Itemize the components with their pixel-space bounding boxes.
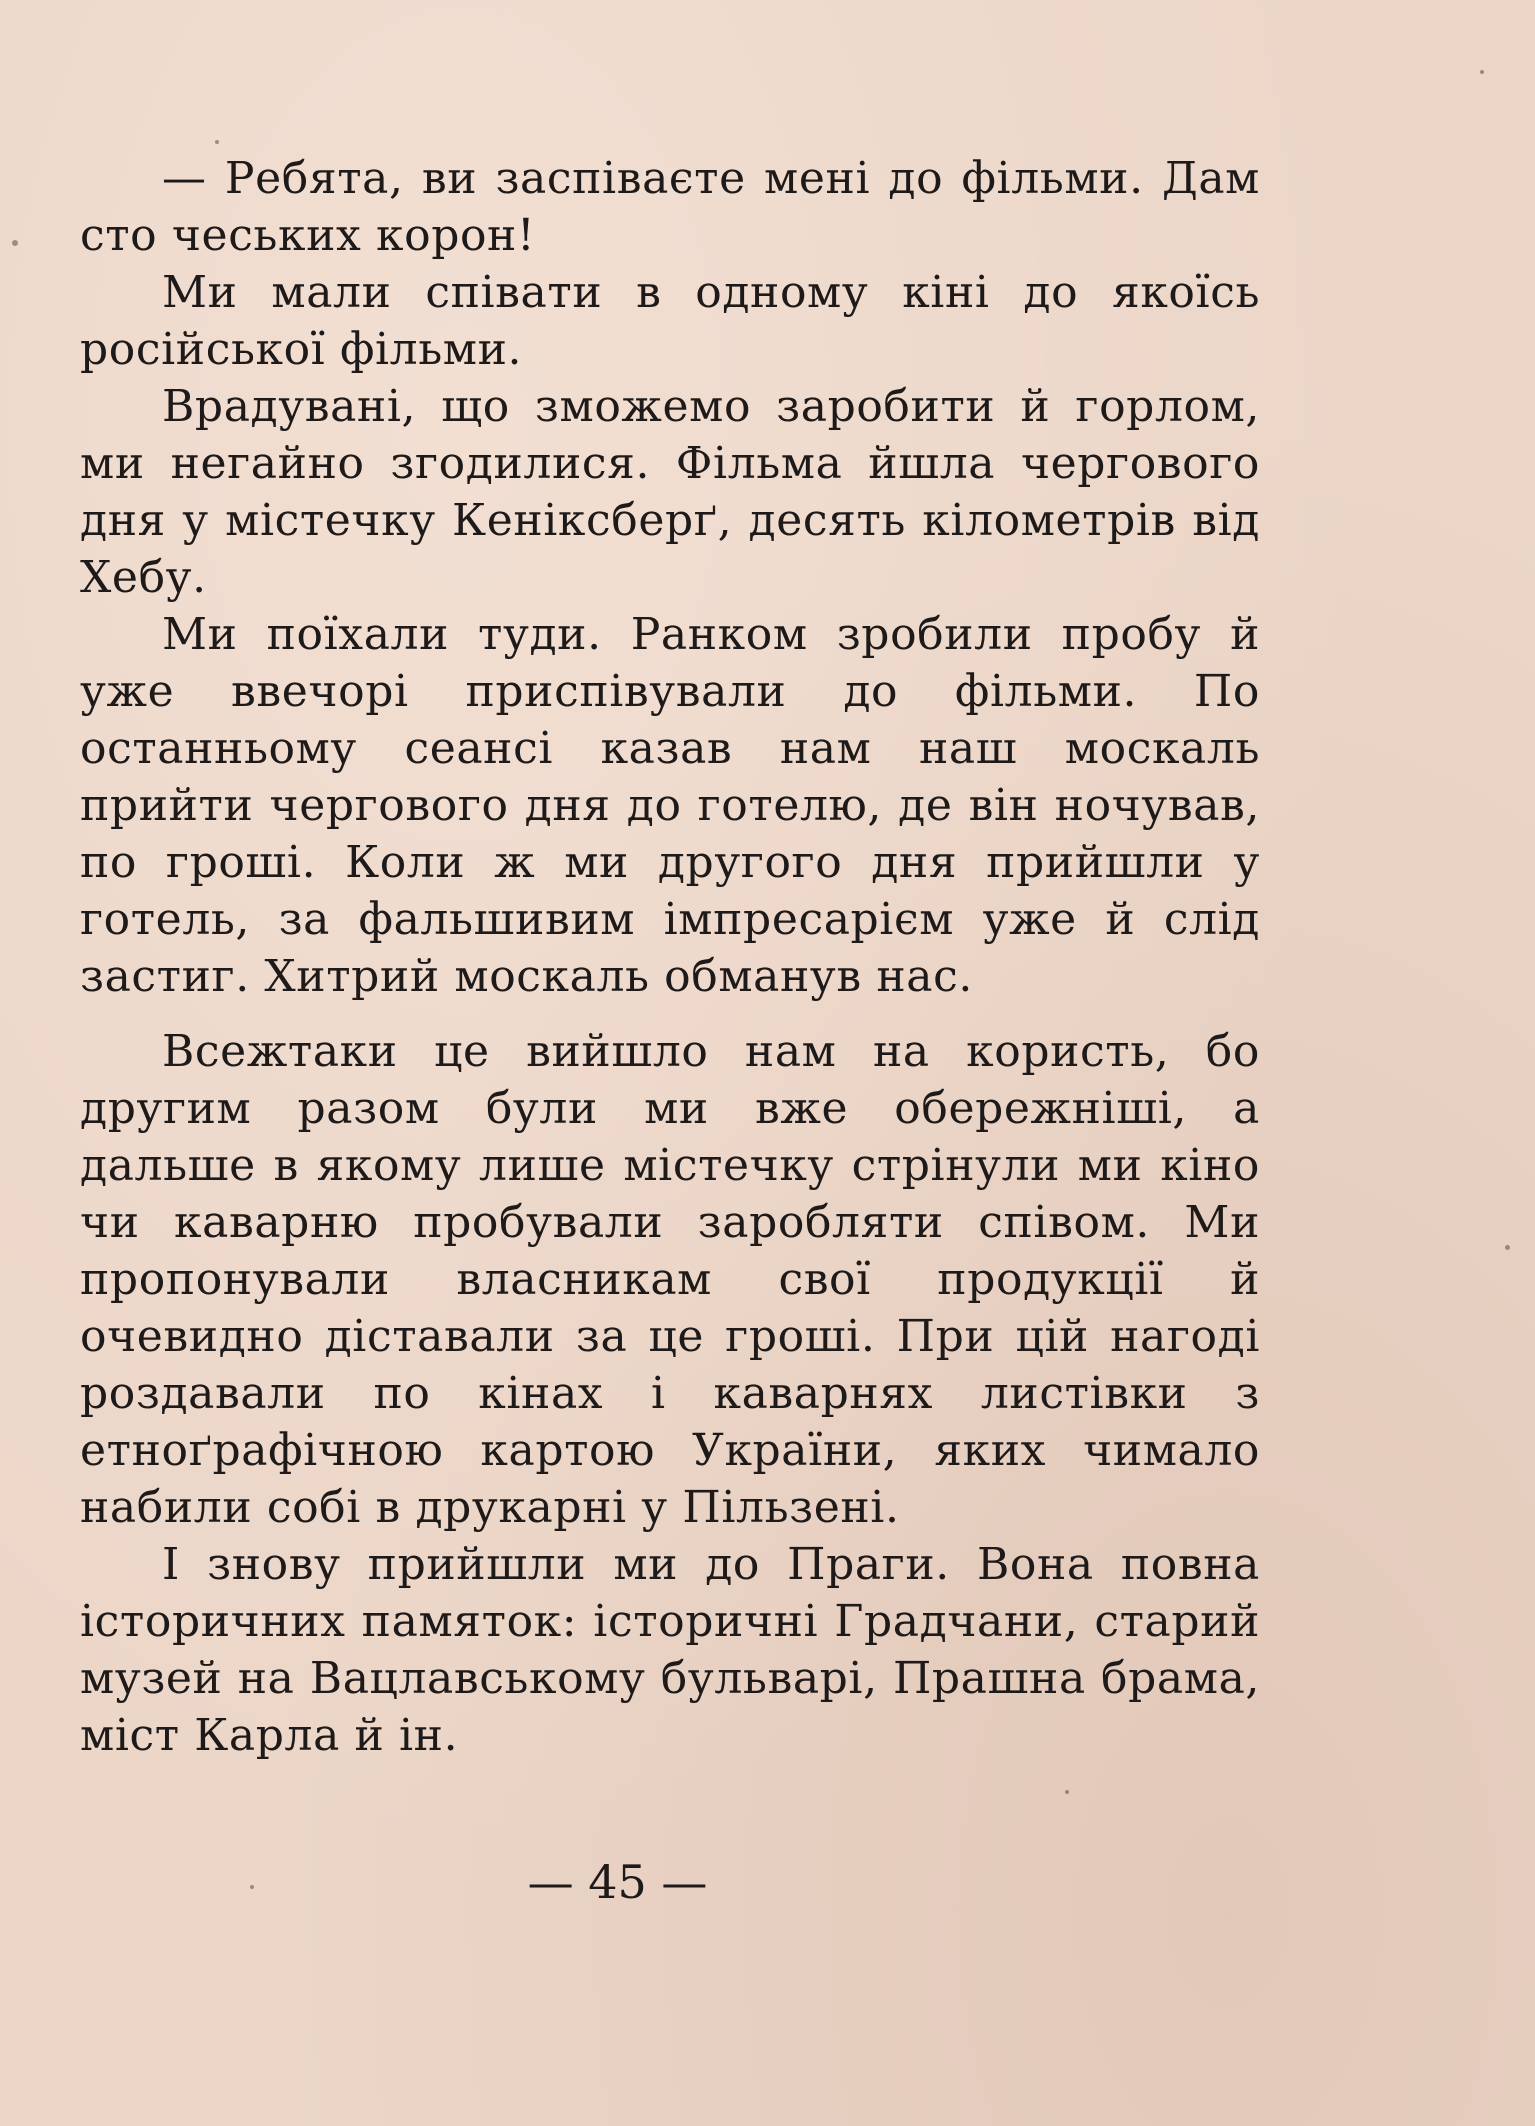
page-number: — 45 — [527, 1855, 708, 1909]
paragraph-6: І знову прийшли ми до Праги. Вона повна історичних памяток: історичні Градчани, старий музей на Вацлавському бульварі, Прашна брама, міст Карла й ін. [80, 1539, 1260, 1761]
paper-speck [215, 140, 219, 144]
paragraph-2: Ми мали співати в одному кіні до якоїсь російської фільми. [80, 267, 1260, 375]
paragraph-4: Ми поїхали туди. Ранком зробили пробу й уже ввечорі приспівували до фільми. По останньому сеансі казав нам наш москаль прийти чергового дня до готелю, де він ночував, по гроші. Коли ж ми другого дня прийшли у готель, за фальшивим імпресарієм уже й слід застиг. Хитрий москаль обманув нас. [80, 609, 1260, 1002]
paper-speck [1505, 1245, 1510, 1250]
paragraph-1: — Ребята, ви заспіваєте мені до фільми. Дам сто чеських корон! [80, 153, 1260, 261]
paper-speck [12, 240, 18, 246]
paper-speck [250, 1885, 254, 1889]
paragraph-5: Всежтаки це вийшло нам на користь, бо другим разом були ми вже обережніші, а дальше в якому лише містечку стрінули ми кіно чи каварню пробували заробляти співом. Ми пропонували власникам свої продукції й очевидно діставали за це гроші. При цій нагоді роздавали по кінах і каварнях листівки з етноґрафічною картою України, яких чимало набили собі в друкарні у Пільзені. [80, 1026, 1260, 1533]
page-body-text [80, 150, 1260, 1764]
paper-speck [1480, 70, 1484, 74]
paragraph-3: Врадувані, що зможемо заробити й горлом, ми негайно згодилися. Фільма йшла чергового дня у містечку Кеніксберґ, десять кілометрів від Хебу. [80, 381, 1260, 603]
paper-speck [1065, 1790, 1069, 1794]
